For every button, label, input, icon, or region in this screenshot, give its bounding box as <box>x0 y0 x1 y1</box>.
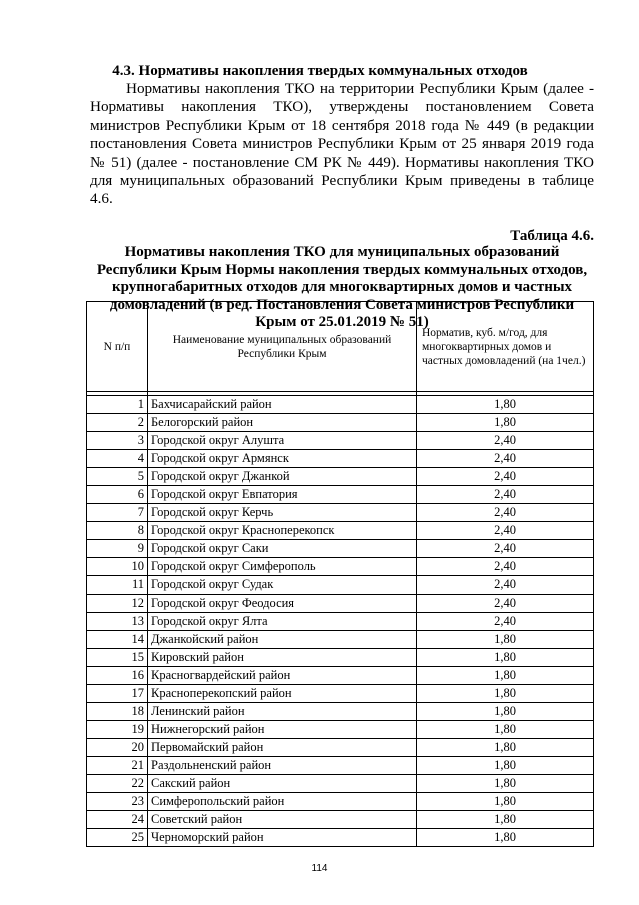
row-number: 24 <box>87 811 148 829</box>
row-number: 13 <box>87 612 148 630</box>
row-municipality: Ленинский район <box>148 702 417 720</box>
table-title: Нормативы накопления ТКО для муниципальных образований Республики Крым Нормы накопления твердых коммунальных отходов, крупногабаритных отходов для многоквартирных домов и частных домовладений (в ред. Постановления Совета министров Республики Крым от 25.01.2019 № 51) <box>96 244 588 330</box>
row-norm-value: 1,80 <box>417 684 594 702</box>
table-row <box>87 811 594 829</box>
row-norm-value: 1,80 <box>417 829 594 847</box>
row-municipality: Городской округ Симферополь <box>148 558 417 576</box>
row-norm-value: 2,40 <box>417 504 594 522</box>
table-row <box>87 793 594 811</box>
row-number: 9 <box>87 540 148 558</box>
row-norm-value: 2,40 <box>417 432 594 450</box>
table-header-row <box>87 302 594 392</box>
header-norm: Норматив, куб. м/год, для многоквартирных домов и частных домовладений (на 1чел.) <box>417 302 594 392</box>
table-row <box>87 432 594 450</box>
row-municipality: Симферопольский район <box>148 793 417 811</box>
section-paragraph: Нормативы накопления ТКО на территории Республики Крым (далее - Нормативы накопления ТКО), утверждены постановлением Совета министров Республики Крым от 18 сентября 2018 года № 449 (в редакции постановления Совета министров Республики Крым от 25 января 2019 года № 51) (далее - постановление СМ РК № 449). Нормативы накопления ТКО для муниципальных образований Республики Крым приведены в таблице 4.6. <box>90 80 594 208</box>
table-row <box>87 414 594 432</box>
row-municipality: Городской округ Евпатория <box>148 486 417 504</box>
row-municipality: Кировский район <box>148 648 417 666</box>
row-norm-value: 1,80 <box>417 811 594 829</box>
row-number: 6 <box>87 486 148 504</box>
row-norm-value: 1,80 <box>417 793 594 811</box>
table-row <box>87 612 594 630</box>
table-row <box>87 738 594 756</box>
row-norm-value: 1,80 <box>417 774 594 792</box>
row-number: 2 <box>87 414 148 432</box>
table-row <box>87 720 594 738</box>
row-norm-value: 2,40 <box>417 576 594 594</box>
row-municipality: Раздольненский район <box>148 756 417 774</box>
row-number: 20 <box>87 738 148 756</box>
row-municipality: Красноперекопский район <box>148 684 417 702</box>
row-number: 5 <box>87 468 148 486</box>
table-body <box>87 396 594 847</box>
row-municipality: Городской округ Судак <box>148 576 417 594</box>
row-number: 19 <box>87 720 148 738</box>
row-municipality: Нижнегорский район <box>148 720 417 738</box>
row-municipality: Городской округ Алушта <box>148 432 417 450</box>
row-number: 8 <box>87 522 148 540</box>
table-row <box>87 684 594 702</box>
page-number: 114 <box>311 863 328 874</box>
row-number: 21 <box>87 756 148 774</box>
row-municipality: Бахчисарайский район <box>148 396 417 414</box>
table-row <box>87 829 594 847</box>
row-municipality: Белогорский район <box>148 414 417 432</box>
row-norm-value: 2,40 <box>417 594 594 612</box>
row-municipality: Городской округ Армянск <box>148 450 417 468</box>
row-municipality: Городской округ Джанкой <box>148 468 417 486</box>
table-row <box>87 666 594 684</box>
row-norm-value: 1,80 <box>417 648 594 666</box>
table-row <box>87 522 594 540</box>
row-municipality: Сакский район <box>148 774 417 792</box>
table-row <box>87 648 594 666</box>
row-number: 12 <box>87 594 148 612</box>
row-number: 11 <box>87 576 148 594</box>
row-norm-value: 1,80 <box>417 738 594 756</box>
row-number: 3 <box>87 432 148 450</box>
row-norm-value: 2,40 <box>417 540 594 558</box>
table-row <box>87 450 594 468</box>
table-row <box>87 630 594 648</box>
table-row <box>87 774 594 792</box>
table-row <box>87 468 594 486</box>
row-norm-value: 1,80 <box>417 630 594 648</box>
norms-table <box>86 301 594 847</box>
row-number: 1 <box>87 396 148 414</box>
row-number: 4 <box>87 450 148 468</box>
table-row <box>87 504 594 522</box>
row-norm-value: 1,80 <box>417 720 594 738</box>
row-norm-value: 1,80 <box>417 666 594 684</box>
table-row <box>87 756 594 774</box>
table-row <box>87 558 594 576</box>
row-municipality: Красногвардейский район <box>148 666 417 684</box>
row-norm-value: 1,80 <box>417 702 594 720</box>
row-number: 23 <box>87 793 148 811</box>
row-number: 15 <box>87 648 148 666</box>
table-row <box>87 540 594 558</box>
row-norm-value: 2,40 <box>417 468 594 486</box>
row-municipality: Городской округ Красноперекопск <box>148 522 417 540</box>
table-row <box>87 576 594 594</box>
row-norm-value: 2,40 <box>417 558 594 576</box>
header-number: N п/п <box>87 302 148 392</box>
row-number: 16 <box>87 666 148 684</box>
row-municipality: Советский район <box>148 811 417 829</box>
row-norm-value: 1,80 <box>417 756 594 774</box>
row-municipality: Первомайский район <box>148 738 417 756</box>
table-row <box>87 702 594 720</box>
row-municipality: Городской округ Саки <box>148 540 417 558</box>
row-municipality: Черноморский район <box>148 829 417 847</box>
row-number: 25 <box>87 829 148 847</box>
row-number: 22 <box>87 774 148 792</box>
table-number: Таблица 4.6. <box>510 228 594 244</box>
row-municipality: Городской округ Керчь <box>148 504 417 522</box>
section-heading: 4.3. Нормативы накопления твердых коммунальных отходов <box>112 63 528 79</box>
row-number: 17 <box>87 684 148 702</box>
row-number: 18 <box>87 702 148 720</box>
row-norm-value: 2,40 <box>417 612 594 630</box>
header-municipality: Наименование муниципальных образований Республики Крым <box>148 302 417 392</box>
row-norm-value: 2,40 <box>417 522 594 540</box>
row-municipality: Городской округ Феодосия <box>148 594 417 612</box>
table-row <box>87 396 594 414</box>
table-row <box>87 486 594 504</box>
row-norm-value: 1,80 <box>417 414 594 432</box>
row-municipality: Городской округ Ялта <box>148 612 417 630</box>
row-norm-value: 1,80 <box>417 396 594 414</box>
row-number: 14 <box>87 630 148 648</box>
row-number: 7 <box>87 504 148 522</box>
row-number: 10 <box>87 558 148 576</box>
row-norm-value: 2,40 <box>417 486 594 504</box>
row-norm-value: 2,40 <box>417 450 594 468</box>
row-municipality: Джанкойский район <box>148 630 417 648</box>
table-row <box>87 594 594 612</box>
